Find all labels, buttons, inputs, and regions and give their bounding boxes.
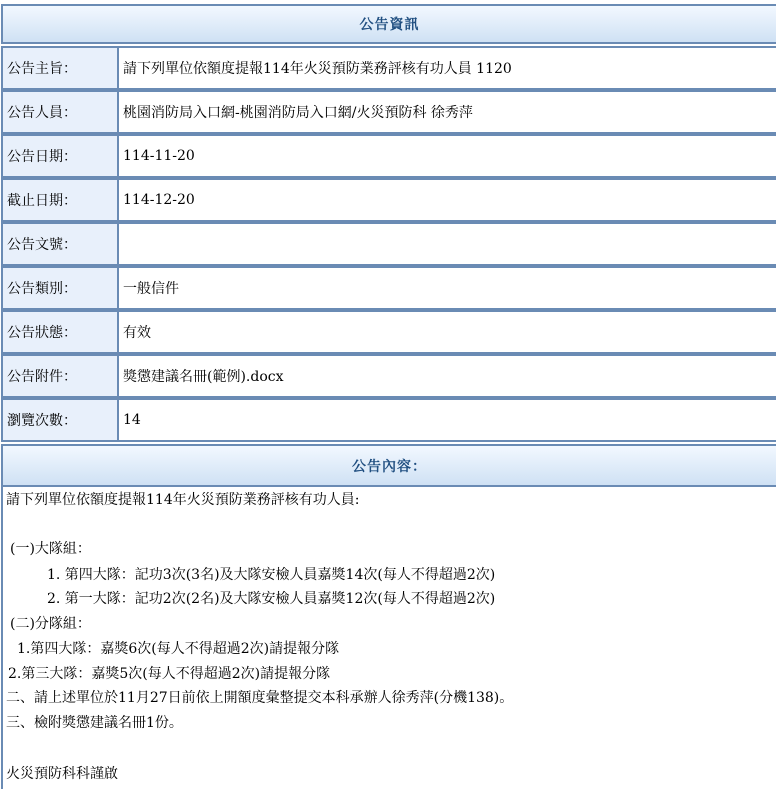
content-line: (二)分隊組： xyxy=(10,616,91,632)
field-row-deadline xyxy=(1,178,776,222)
content-line: 1.第四大隊：嘉獎6次(每人不得超過2次)請提報分隊 xyxy=(17,641,340,657)
content-header xyxy=(1,444,776,487)
category-value: 一般信件 xyxy=(123,281,179,297)
content-line: 1. 第四大隊：記功3次(3名)及大隊安檢人員嘉獎14次(每人不得超過2次) xyxy=(47,567,496,583)
deadline-value: 114-12-20 xyxy=(123,192,195,208)
field-row-status xyxy=(1,310,776,354)
document-number-label: 公告文號： xyxy=(3,224,119,264)
field-row-date xyxy=(1,134,776,178)
content-line: 三、檢附獎懲建議名冊1份。 xyxy=(6,715,183,731)
field-row-category xyxy=(1,266,776,310)
publisher-label: 公告人員： xyxy=(3,92,119,132)
views-label: 瀏覽次數： xyxy=(3,400,119,440)
deadline-label: 截止日期： xyxy=(3,180,119,220)
date-value: 114-11-20 xyxy=(123,148,195,164)
content-line: 請下列單位依額度提報114年火災預防業務評核有功人員: xyxy=(6,492,360,508)
category-label: 公告類別： xyxy=(3,268,119,308)
field-row-attachment xyxy=(1,354,776,398)
views-value: 14 xyxy=(123,412,141,428)
publisher-value: 桃園消防局入口網-桃園消防局入口網/火災預防科 徐秀萍 xyxy=(123,105,473,121)
content-line: 二、請上述單位於11月27日前依上開額度彙整提交本科承辦人徐秀萍(分機138)。 xyxy=(6,690,514,706)
info-header xyxy=(1,4,776,44)
content-line: 2. 第一大隊：記功2次(2名)及大隊安檢人員嘉獎12次(每人不得超過2次) xyxy=(47,591,496,607)
status-label: 公告狀態： xyxy=(3,312,119,352)
content-header-title: 公告內容： xyxy=(352,458,427,475)
subject-value: 請下列單位依額度提報114年火災預防業務評核有功人員 1120 xyxy=(123,61,512,77)
content-line: (一)大隊組： xyxy=(10,541,91,557)
content-signature: 火災預防科科謹啟 xyxy=(6,766,118,782)
field-row-publisher xyxy=(1,90,776,134)
attachment-label: 公告附件： xyxy=(3,356,119,396)
field-row-subject xyxy=(1,46,776,90)
subject-label: 公告主旨： xyxy=(3,48,119,88)
content-line: 2.第三大隊：嘉獎5次(每人不得超過2次)請提報分隊 xyxy=(8,666,331,682)
date-label: 公告日期： xyxy=(3,136,119,176)
status-value: 有效 xyxy=(123,325,151,341)
field-row-views xyxy=(1,398,776,442)
info-header-title: 公告資訊 xyxy=(359,17,420,33)
attachment-link[interactable]: 獎懲建議名冊(範例).docx xyxy=(123,369,284,385)
field-row-document-number xyxy=(1,222,776,266)
announcement-content xyxy=(1,487,776,789)
